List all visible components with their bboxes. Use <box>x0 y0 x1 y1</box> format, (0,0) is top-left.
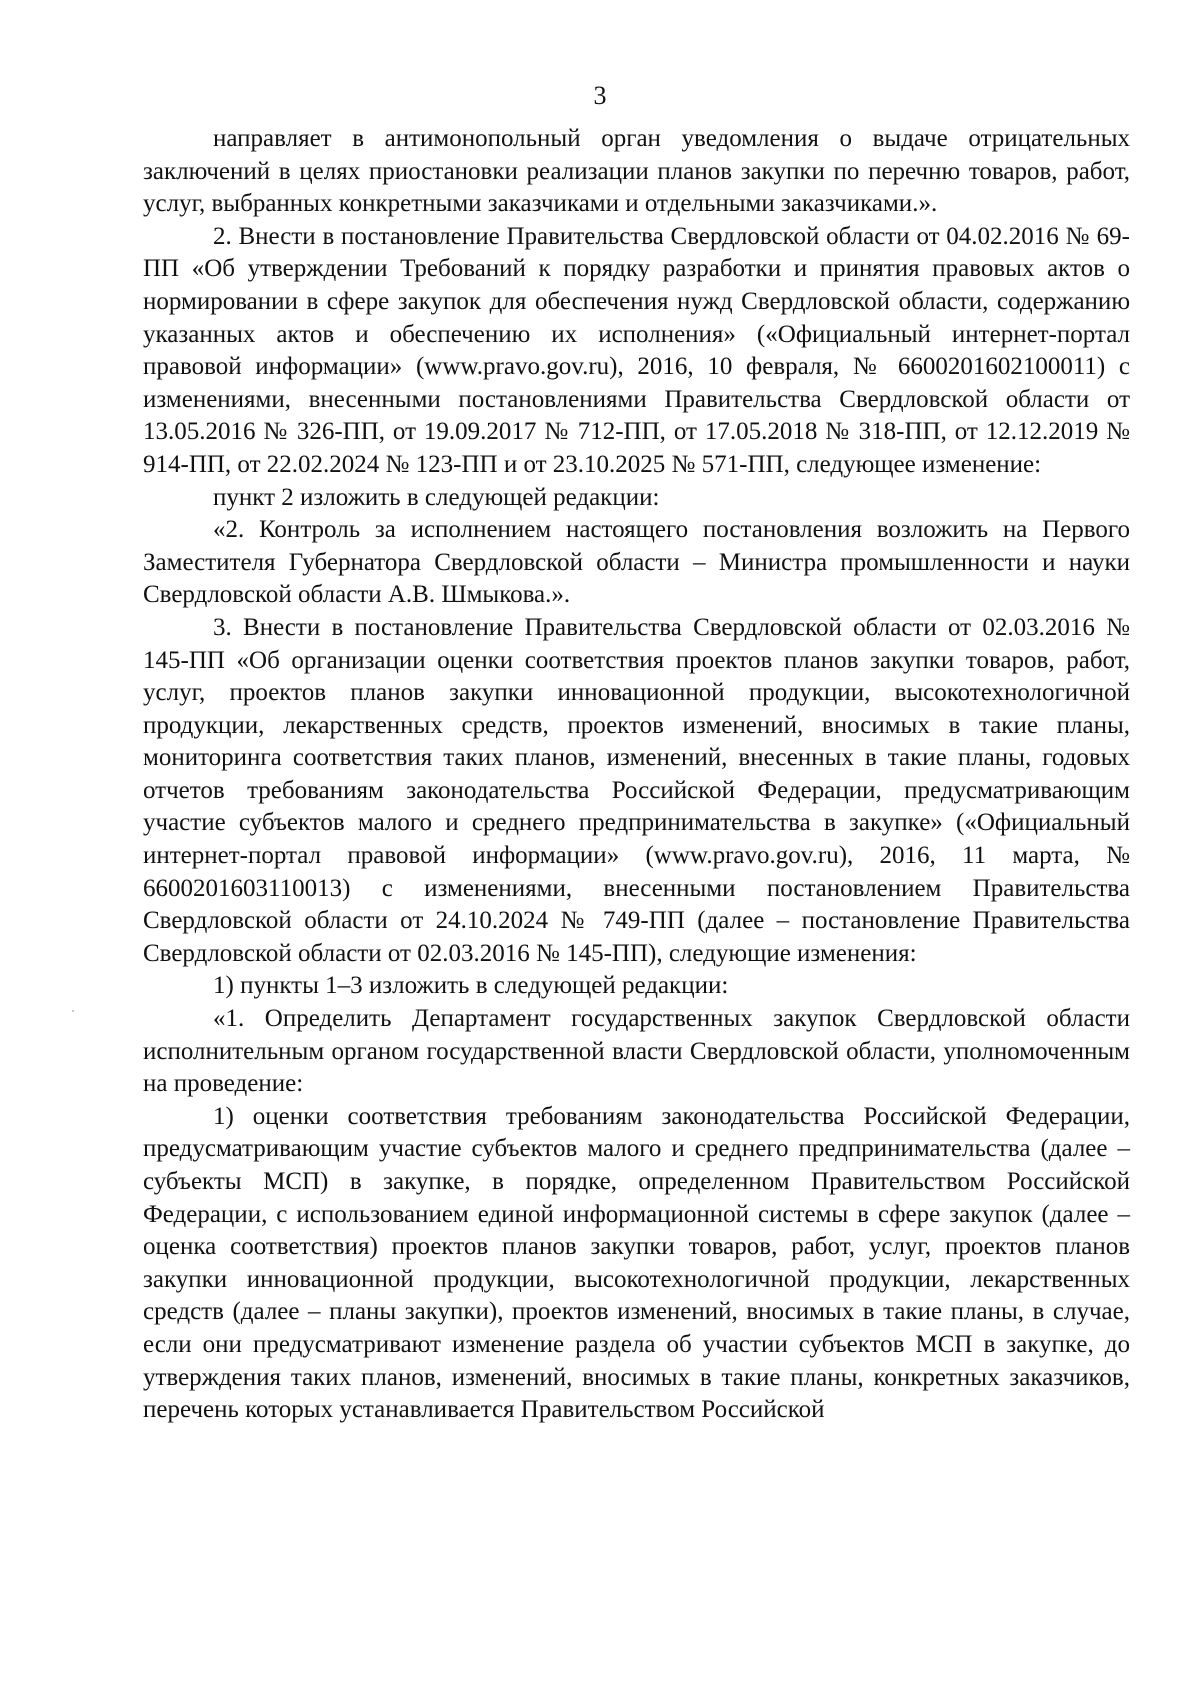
paragraph-new-subitem-1: 1) оценки соответствия требованиям законодательства Российской Федерации, предусматривающим участие субъектов малого и среднего предпринимательства (далее – субъекты МСП) в закупке, в порядке, определенном Правительством Российской Федерации, с использованием единой информационной системы в сфере закупок (далее – оценка соответствия) проектов планов закупки товаров, работ, услуг, проектов планов закупки инновационной продукции, высокотехнологичной продукции, лекарственных средств (далее – планы закупки), проектов изменений, вносимых в такие планы, в случае, если они предусматривают изменение раздела об участии субъектов МСП в закупке, до утверждения таких планов, изменений, вносимых в такие планы, конкретных заказчиков, перечень которых устанавливается Правительством Российской <box>143 1102 1130 1424</box>
paragraph-item-2: 2. Внести в постановление Правительства Свердловской области от 04.02.2016 № 69-ПП «Об утверждении Требований к порядку разработки и принятия правовых актов о нормировании в сфере закупок для обеспечения нужд Свердловской области, содержанию указанных актов и обеспечению их исполнения» («Официальный интернет-портал правовой информации» (www.pravo.gov.ru), 2016, 10 февраля, № 6600201602100011) с изменениями, внесенными постановлениями Правительства Свердловской области от 13.05.2016 № 326-ПП, от 19.09.2017 № 712-ПП, от 17.05.2018 № 318-ПП, от 12.12.2019 № 914-ПП, от 22.02.2024 № 123-ПП и от 23.10.2025 № 571-ПП, следующее изменение: <box>143 222 1130 478</box>
paragraph-item-2-instruction: пункт 2 изложить в следующей редакции: <box>213 483 660 511</box>
paragraph-item-3: 3. Внести в постановление Правительства Свердловской области от 02.03.2016 № 145-ПП «Об организации оценки соответствия проектов планов закупки товаров, работ, услуг, проектов планов закупки инновационной продукции, высокотехнологичной продукции, лекарственных средств, проектов изменений, вносимых в такие планы, мониторинга соответствия таких планов, изменений, внесенных в такие планы, годовых отчетов требованиям законодательства Российской Федерации, предусматривающим участие субъектов малого и среднего предпринимательства в закупке» («Официальный интернет-портал правовой информации» (www.pravo.gov.ru), 2016, 11 марта, № 6600201603110013) с изменениями, внесенными постановлением Правительства Свердловской области от 24.10.2024 № 749-ПП (далее – постановление Правительства Свердловской области от 02.03.2016 № 145-ПП), следующие изменения: <box>143 613 1130 967</box>
paragraph-new-item-1: «1. Определить Департамент государственных закупок Свердловской области исполнительным органом государственной власти Свердловской области, уполномоченным на проведение: <box>143 1005 1130 1098</box>
paragraph-item-2-new-text: «2. Контроль за исполнением настоящего постановления возложить на Первого Заместителя Губернатора Свердловской области – Министра промышленности и науки Свердловской области А.В. Шмыкова.». <box>143 516 1130 609</box>
paragraph-continuation: направляет в антимонопольный орган уведомления о выдаче отрицательных заключений в целях приостановки реализации планов закупки по перечню товаров, работ, услуг, выбранных конкретными заказчиками и отдельными заказчиками.». <box>143 125 1130 218</box>
document-body <box>143 123 1130 1427</box>
page-number: 3 <box>593 81 607 110</box>
paragraph-item-3-subitem-1: 1) пункты 1–3 изложить в следующей редакции: <box>213 972 729 1000</box>
scan-artifact <box>72 1010 74 1012</box>
